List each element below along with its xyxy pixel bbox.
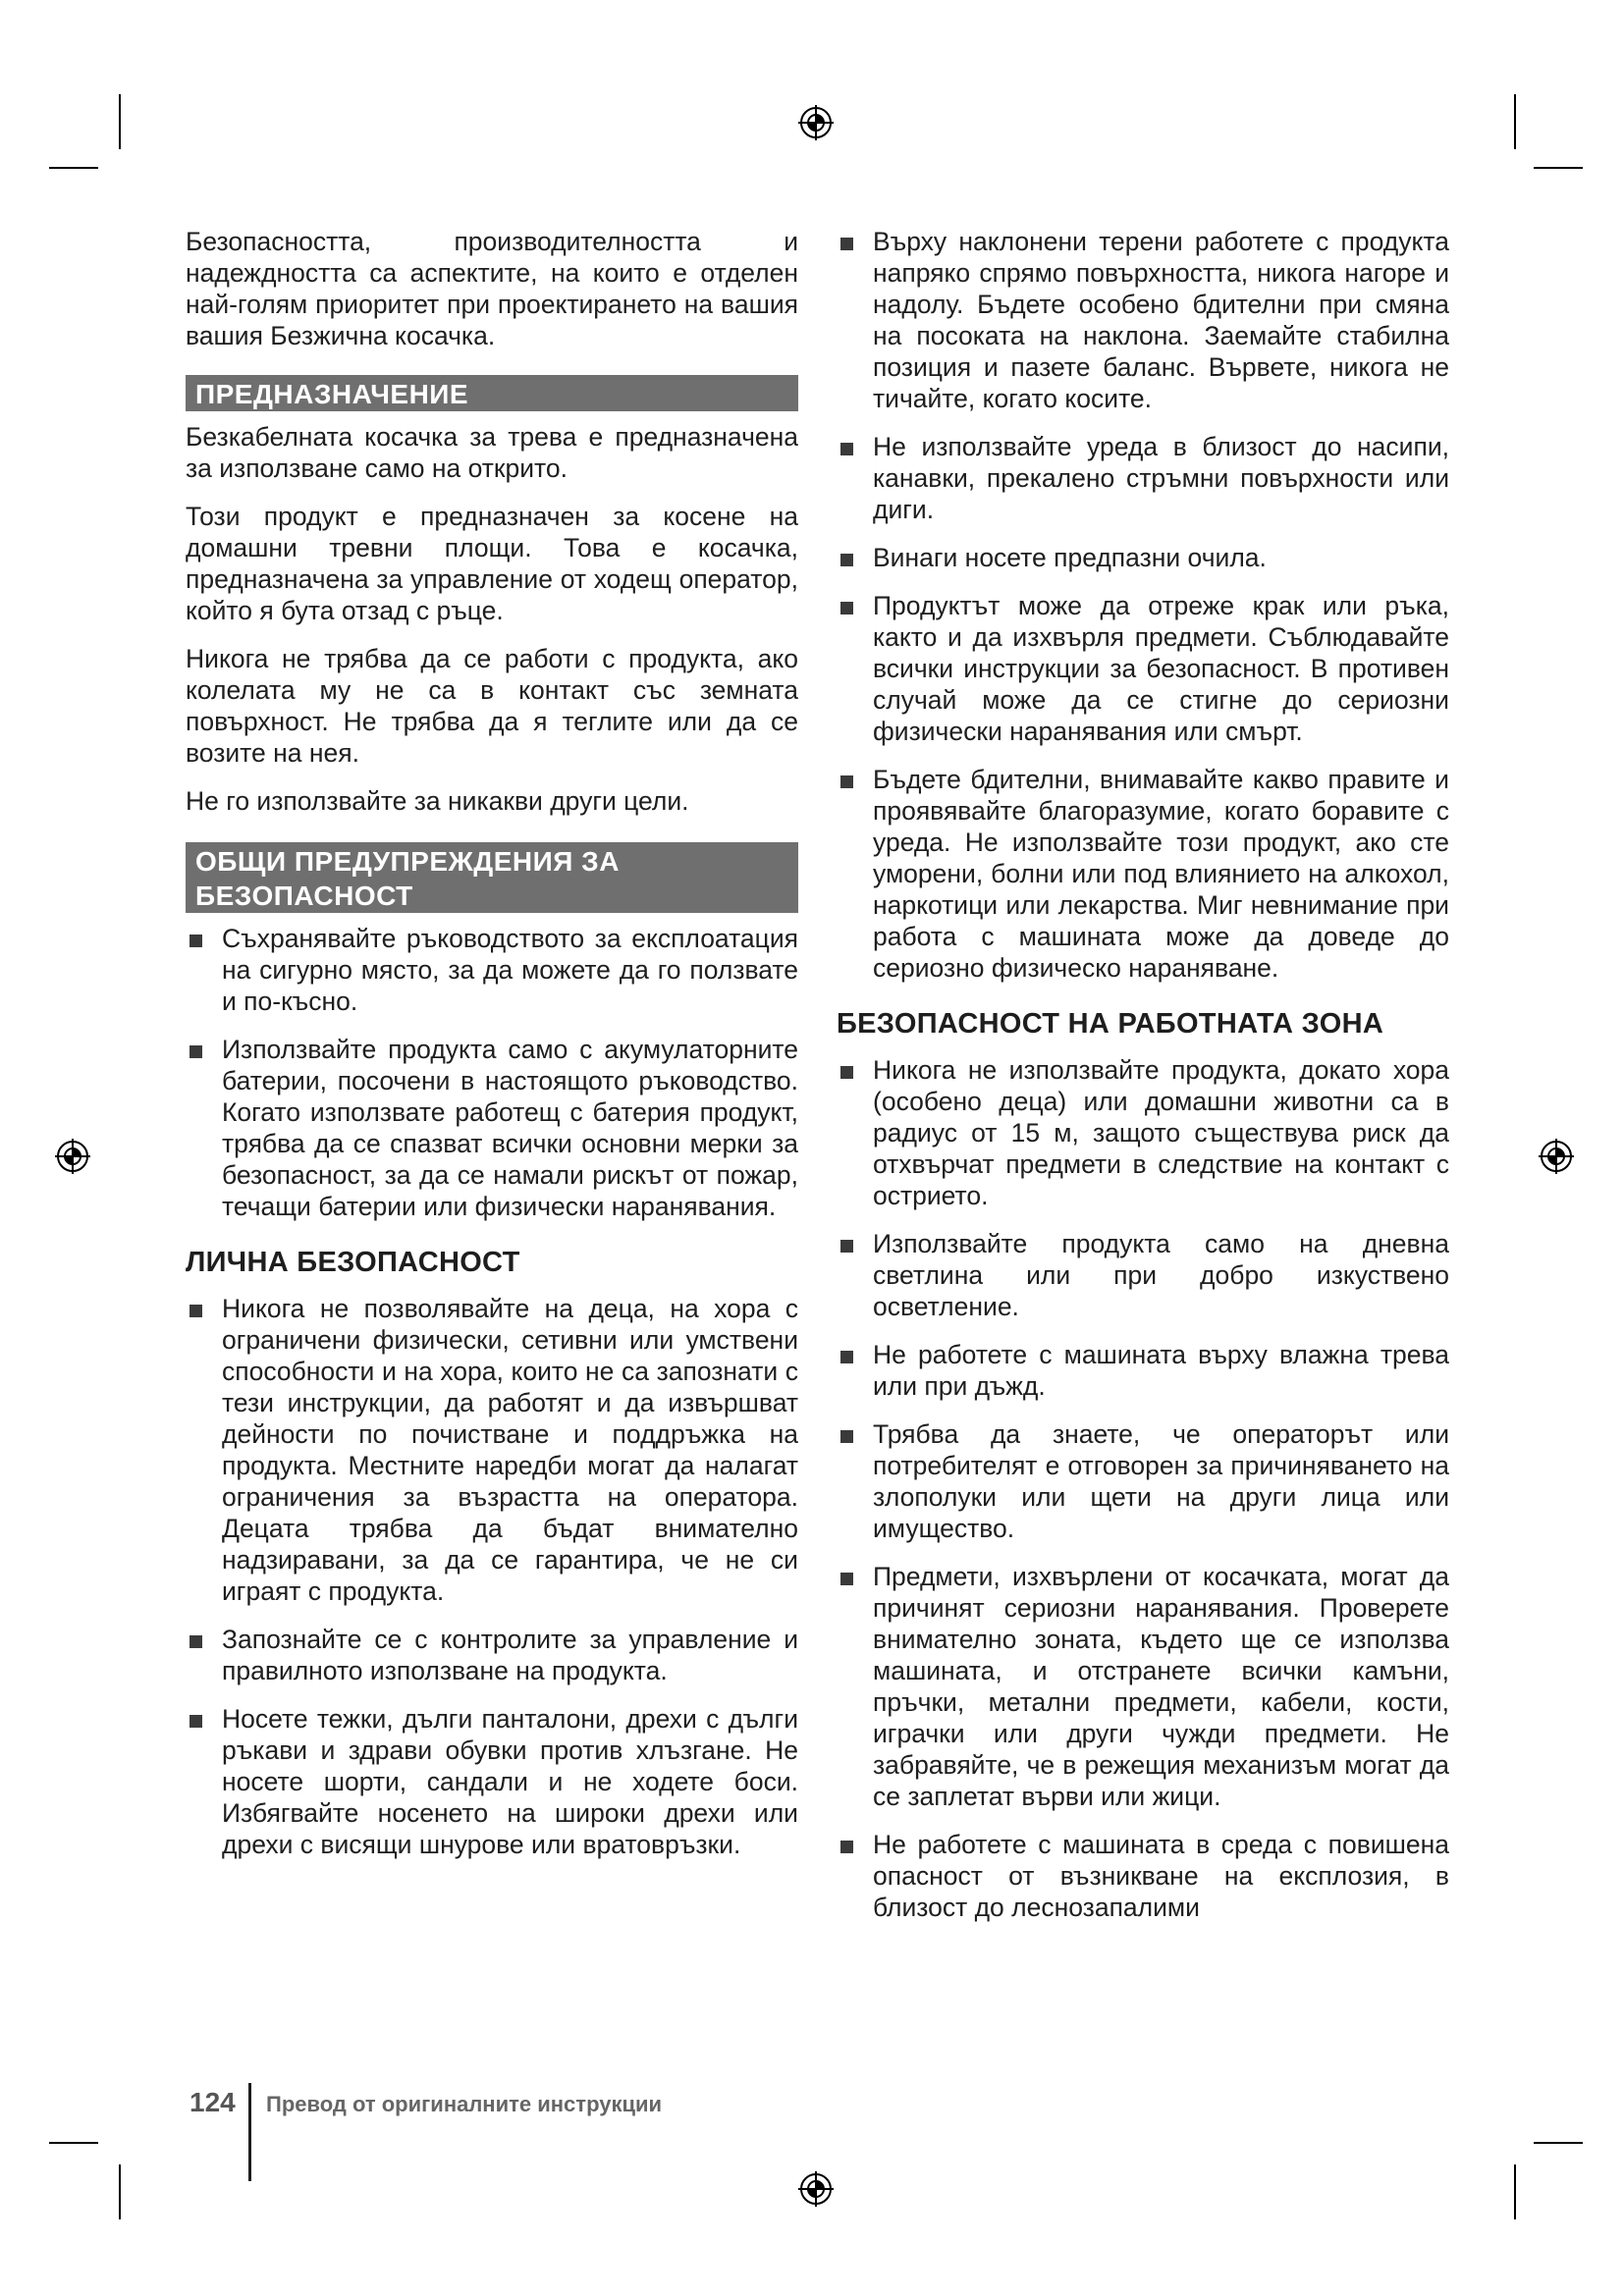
crop-mark xyxy=(1534,167,1583,169)
list-item: Върху наклонени терени работете с продукта напряко спрямо повърхността, никога нагоре и надолу. Бъдете особено бдителни при смяна на посоката на наклона. Заемайте стабилна позиция и пазете баланс. Вървете, никога не тичайте, когато косите. xyxy=(837,226,1449,414)
square-bullet-icon xyxy=(840,1240,853,1253)
crop-mark xyxy=(119,2164,121,2219)
footer-divider xyxy=(248,2083,251,2181)
work-area-safety-list xyxy=(837,1054,1449,1923)
general-warnings-list xyxy=(186,923,798,1222)
section-heading-purpose: ПРЕДНАЗНАЧЕНИЕ xyxy=(186,375,798,411)
list-item: Никога не позволявайте на деца, на хора с ограничени физически, сетивни или умствени способности и на хора, които не са запознати с тези инструкции, да работят и да извършват дейности по почистване и поддръжка на продукта. Местните наредби могат да налагат ограничения за възрастта на оператора. Децата трябва да бъдат внимателно надзиравани, за да се гарантира, че не си играят с продукта. xyxy=(186,1293,798,1607)
list-item: Използвайте продукта само на дневна светлина или при добро изкуствено осветление. xyxy=(837,1228,1449,1322)
square-bullet-icon xyxy=(840,1430,853,1443)
section-heading-general-warnings: ОБЩИ ПРЕДУПРЕЖДЕНИЯ ЗА БЕЗОПАСНОСТ xyxy=(186,842,798,913)
crop-mark xyxy=(1514,94,1516,149)
registration-mark-icon xyxy=(796,103,836,142)
list-item: Използвайте продукта само с акумулаторните батерии, посочени в настоящото ръководство. Когато използвате работещ с батерия продукт, трябва да се спазват всички основни мерки за безопасност, за да се намали рискът от пожар, течащи батерии или физически наранявания. xyxy=(186,1034,798,1222)
list-item: Продуктът може да отреже крак или ръка, както и да изхвърля предмети. Съблюдавайте всички инструкции за безопасност. В противен случай може да се стигне до сериозни физически наранявания или смърт. xyxy=(837,590,1449,747)
right-column xyxy=(837,226,1449,1940)
square-bullet-icon xyxy=(840,1841,853,1853)
square-bullet-icon xyxy=(189,1635,202,1648)
crop-mark xyxy=(119,94,121,149)
registration-mark-icon xyxy=(53,1137,92,1176)
page-number: 124 xyxy=(189,2087,236,2117)
square-bullet-icon xyxy=(840,443,853,455)
footer-text: Превод от оригиналните инструкции xyxy=(266,2092,663,2116)
crop-mark xyxy=(1514,2164,1516,2219)
square-bullet-icon xyxy=(840,775,853,788)
registration-mark-icon xyxy=(796,2169,836,2209)
section-heading-work-area-safety: БЕЗОПАСНОСТ НА РАБОТНАТА ЗОНА xyxy=(837,1008,1384,1040)
personal-safety-list xyxy=(186,1293,798,1860)
section-heading-personal-safety: ЛИЧНА БЕЗОПАСНОСТ xyxy=(186,1247,520,1278)
square-bullet-icon xyxy=(840,554,853,566)
list-item: Носете тежки, дълги панталони, дрехи с дълги ръкави и здрави обувки против хлъзгане. Не носете шорти, сандали и не ходете боси. Избягвайте носенето на широки дрехи или дрехи с висящи шнурове или вратовръзки. xyxy=(186,1703,798,1860)
list-item: Запознайте се с контролите за управление и правилното използване на продукта. xyxy=(186,1624,798,1686)
paragraph: Този продукт е предназначен за косене на домашни тревни площи. Това е косачка, предназначена за управление от ходещ оператор, който я бута отзад с ръце. xyxy=(186,502,798,625)
registration-mark-icon xyxy=(1537,1137,1576,1176)
list-item: Трябва да знаете, че операторът или потребителят е отговорен за причиняването на злополуки или щети на други лица или имущество. xyxy=(837,1418,1449,1544)
square-bullet-icon xyxy=(840,602,853,614)
list-item: Не използвайте уреда в близост до насипи, канавки, прекалено стръмни повърхности или диги. xyxy=(837,431,1449,525)
crop-mark xyxy=(49,2142,98,2144)
square-bullet-icon xyxy=(840,1573,853,1585)
square-bullet-icon xyxy=(189,934,202,947)
left-column xyxy=(186,226,798,1877)
square-bullet-icon xyxy=(840,1351,853,1363)
list-item: Съхранявайте ръководството за експлоатация на сигурно място, за да можете да го ползвате и по-късно. xyxy=(186,923,798,1017)
square-bullet-icon xyxy=(189,1045,202,1058)
intro-paragraph: Безопасността, производителността и надеждността са аспектите, на които е отделен най-голям приоритет при проектирането на вашия вашия Безжична косачка. xyxy=(186,227,798,350)
paragraph: Не го използвайте за никакви други цели. xyxy=(186,786,689,816)
square-bullet-icon xyxy=(189,1715,202,1728)
list-item: Предмети, изхвърлени от косачката, могат да причинят сериозни наранявания. Проверете внимателно зоната, където ще се използва машината, и отстранете всички камъни, пръчки, метални предмети, кабели, кости, играчки или други чужди предмети. Не забравяйте, че в режещия механизъм могат да се заплетат върви или жици. xyxy=(837,1561,1449,1812)
square-bullet-icon xyxy=(840,238,853,250)
crop-mark xyxy=(49,167,98,169)
list-item: Не работете с машината върху влажна трева или при дъжд. xyxy=(837,1339,1449,1402)
list-item: Бъдете бдителни, внимавайте какво правите и проявявайте благоразумие, когато боравите с уреда. Не използвайте този продукт, ако сте уморени, болни или под влиянието на алкохол, наркотици или лекарства. Миг невнимание при работа с машината може да доведе до сериозно физическо нараняване. xyxy=(837,764,1449,984)
list-item: Не работете с машината в среда с повишена опасност от възникване на експлозия, в близост до леснозапалими xyxy=(837,1829,1449,1923)
paragraph: Никога не трябва да се работи с продукта, ако колелата му не са в контакт със земната повърхност. Не трябва да я теглите или да се возите на нея. xyxy=(186,644,798,768)
paragraph: Безкабелната косачка за трева е предназначена за използване само на открито. xyxy=(186,422,798,483)
crop-mark xyxy=(1534,2142,1583,2144)
square-bullet-icon xyxy=(189,1305,202,1317)
list-item: Никога не използвайте продукта, докато хора (особено деца) или домашни животни са в радиус от 15 м, защото съществува риск да отхвърчат предмети в следствие на контакт с острието. xyxy=(837,1054,1449,1211)
square-bullet-icon xyxy=(840,1066,853,1079)
slope-safety-list xyxy=(837,226,1449,984)
list-item: Винаги носете предпазни очила. xyxy=(837,542,1449,573)
